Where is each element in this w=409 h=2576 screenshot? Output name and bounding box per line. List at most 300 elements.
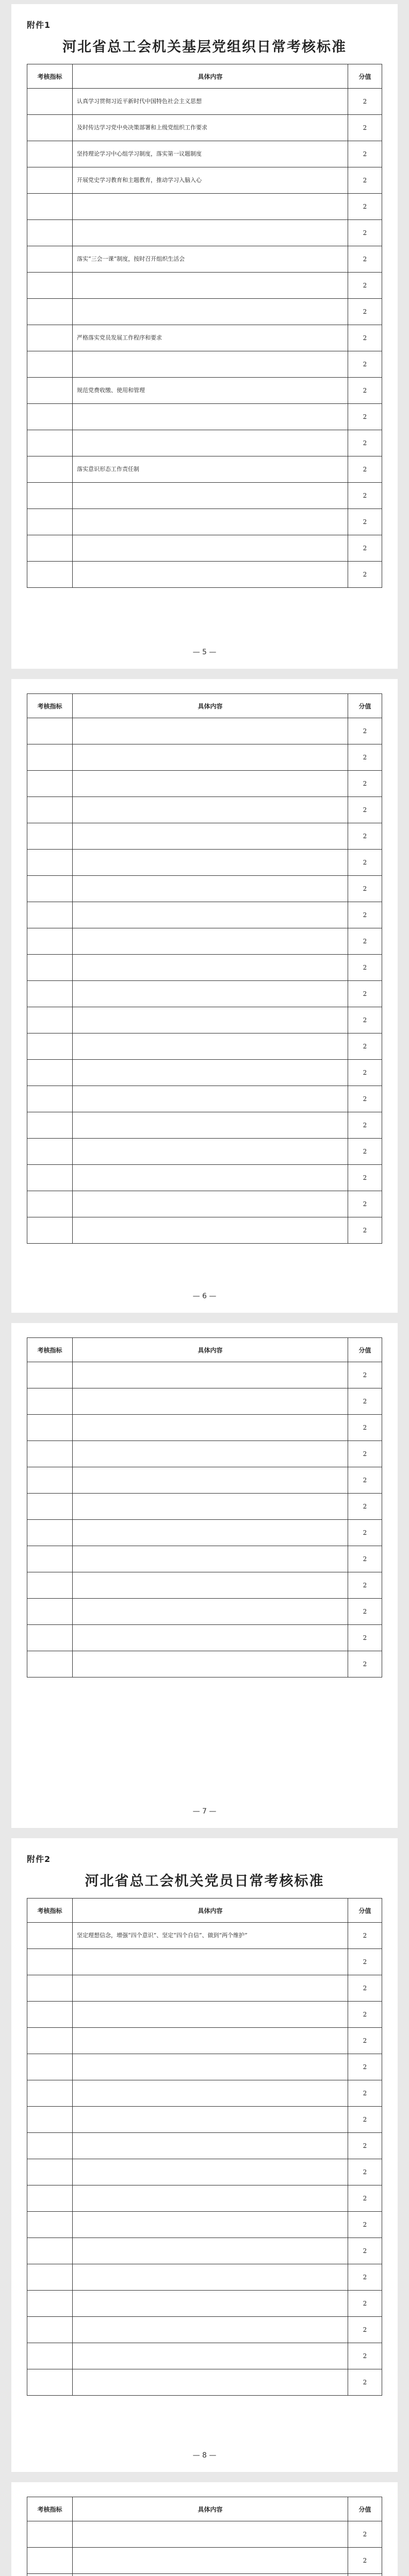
table-row bbox=[27, 1362, 382, 1388]
cell-standard bbox=[27, 115, 73, 141]
table-row bbox=[27, 1060, 382, 1086]
cell-standard bbox=[27, 2343, 73, 2369]
cell-standard bbox=[27, 744, 73, 771]
cell-standard bbox=[27, 194, 73, 220]
cell-score: 2 bbox=[348, 483, 382, 509]
cell-content bbox=[73, 1112, 348, 1139]
cell-score: 2 bbox=[348, 1923, 382, 1949]
table-row bbox=[27, 2185, 382, 2212]
cell-standard bbox=[27, 1494, 73, 1520]
cell-content bbox=[73, 771, 348, 797]
cell-content bbox=[73, 404, 348, 430]
cell-content bbox=[73, 2521, 348, 2548]
cell-content: 规范党费收缴、使用和管理 bbox=[73, 378, 348, 404]
cell-content: 坚定理想信念，增强“四个意识”、坚定“四个自信”、做到“两个维护” bbox=[73, 1923, 348, 1949]
cell-standard bbox=[27, 2159, 73, 2185]
cell-content bbox=[73, 1060, 348, 1086]
table-row bbox=[27, 2343, 382, 2369]
cell-standard bbox=[27, 483, 73, 509]
table-row bbox=[27, 325, 382, 351]
cell-score: 2 bbox=[348, 299, 382, 325]
cell-content bbox=[73, 535, 348, 562]
cell-score: 2 bbox=[348, 2107, 382, 2133]
cell-standard bbox=[27, 2212, 73, 2238]
cell-score: 2 bbox=[348, 1007, 382, 1033]
cell-content bbox=[73, 1599, 348, 1625]
cell-score: 2 bbox=[348, 2212, 382, 2238]
table-row bbox=[27, 2212, 382, 2238]
cell-content bbox=[73, 562, 348, 588]
table-row bbox=[27, 2133, 382, 2159]
cell-score: 2 bbox=[348, 220, 382, 246]
cell-score: 2 bbox=[348, 1415, 382, 1441]
table-row bbox=[27, 194, 382, 220]
cell-content bbox=[73, 2028, 348, 2054]
page-number: — 8 — bbox=[192, 2451, 217, 2460]
table-row bbox=[27, 2238, 382, 2264]
cell-content bbox=[73, 351, 348, 378]
table-header-row bbox=[27, 694, 382, 718]
cell-score: 2 bbox=[348, 2521, 382, 2548]
assessment-table bbox=[27, 693, 382, 1244]
cell-content bbox=[73, 2054, 348, 2080]
document-page bbox=[11, 679, 398, 1313]
cell-score: 2 bbox=[348, 955, 382, 981]
cell-score: 2 bbox=[348, 1362, 382, 1388]
table-row bbox=[27, 1191, 382, 1217]
cell-standard bbox=[27, 1086, 73, 1112]
cell-standard bbox=[27, 2238, 73, 2264]
cell-content bbox=[73, 2107, 348, 2133]
cell-content bbox=[73, 1572, 348, 1599]
cell-score: 2 bbox=[348, 850, 382, 876]
table-row bbox=[27, 2369, 382, 2396]
cell-content bbox=[73, 273, 348, 299]
cell-score: 2 bbox=[348, 1975, 382, 2002]
cell-content bbox=[73, 1165, 348, 1191]
table-row bbox=[27, 141, 382, 167]
table-row bbox=[27, 299, 382, 325]
cell-score: 2 bbox=[348, 246, 382, 273]
table-row bbox=[27, 1975, 382, 2002]
cell-standard bbox=[27, 299, 73, 325]
cell-content bbox=[73, 1007, 348, 1033]
cell-score: 2 bbox=[348, 2317, 382, 2343]
cell-score: 2 bbox=[348, 771, 382, 797]
page-number: — 7 — bbox=[192, 1807, 217, 1816]
cell-score: 2 bbox=[348, 404, 382, 430]
cell-score: 2 bbox=[348, 2548, 382, 2574]
table-row bbox=[27, 483, 382, 509]
cell-standard bbox=[27, 981, 73, 1007]
table-row bbox=[27, 850, 382, 876]
header-score: 分值 bbox=[348, 2497, 382, 2521]
cell-content bbox=[73, 1415, 348, 1441]
cell-score: 2 bbox=[348, 2133, 382, 2159]
page-number: — 6 — bbox=[192, 1292, 217, 1300]
header-standard: 考核指标 bbox=[27, 1899, 73, 1923]
cell-content bbox=[73, 1362, 348, 1388]
cell-standard bbox=[27, 1165, 73, 1191]
cell-standard bbox=[27, 1572, 73, 1599]
cell-score: 2 bbox=[348, 1651, 382, 1677]
table-row bbox=[27, 273, 382, 299]
table-row bbox=[27, 167, 382, 194]
cell-score: 2 bbox=[348, 1494, 382, 1520]
table-row bbox=[27, 378, 382, 404]
cell-score: 2 bbox=[348, 2291, 382, 2317]
cell-score: 2 bbox=[348, 351, 382, 378]
cell-score: 2 bbox=[348, 2080, 382, 2107]
cell-content bbox=[73, 2080, 348, 2107]
cell-content bbox=[73, 876, 348, 902]
cell-standard bbox=[27, 1217, 73, 1244]
table-row bbox=[27, 771, 382, 797]
cell-standard bbox=[27, 1388, 73, 1415]
cell-standard bbox=[27, 823, 73, 850]
table-row bbox=[27, 1007, 382, 1033]
cell-standard bbox=[27, 509, 73, 535]
table-row bbox=[27, 1599, 382, 1625]
table-row bbox=[27, 509, 382, 535]
table-header-row bbox=[27, 1899, 382, 1923]
cell-standard bbox=[27, 2080, 73, 2107]
table-row bbox=[27, 2107, 382, 2133]
cell-standard bbox=[27, 1546, 73, 1572]
cell-standard bbox=[27, 430, 73, 456]
table-header-row bbox=[27, 2497, 382, 2521]
cell-standard bbox=[27, 902, 73, 928]
cell-score: 2 bbox=[348, 2343, 382, 2369]
cell-content bbox=[73, 981, 348, 1007]
document-page bbox=[11, 4, 398, 669]
table-row bbox=[27, 2080, 382, 2107]
document-title: 河北省总工会机关党员日常考核标准 bbox=[85, 1873, 324, 1889]
header-content: 具体内容 bbox=[73, 694, 348, 718]
cell-score: 2 bbox=[348, 562, 382, 588]
cell-score: 2 bbox=[348, 1139, 382, 1165]
cell-score: 2 bbox=[348, 902, 382, 928]
table-row bbox=[27, 1494, 382, 1520]
table-row bbox=[27, 928, 382, 955]
cell-content bbox=[73, 1033, 348, 1060]
cell-content bbox=[73, 1191, 348, 1217]
cell-content: 及时传达学习党中央决策部署和上级党组织工作要求 bbox=[73, 115, 348, 141]
table-row bbox=[27, 2028, 382, 2054]
document-title: 河北省总工会机关基层党组织日常考核标准 bbox=[62, 39, 347, 55]
table-row bbox=[27, 981, 382, 1007]
cell-score: 2 bbox=[348, 1441, 382, 1467]
cell-score: 2 bbox=[348, 2002, 382, 2028]
annex-label: 附件2 bbox=[27, 1854, 51, 1864]
cell-standard bbox=[27, 2317, 73, 2343]
cell-standard bbox=[27, 1441, 73, 1467]
cell-standard bbox=[27, 2133, 73, 2159]
cell-score: 2 bbox=[348, 1191, 382, 1217]
cell-content bbox=[73, 1546, 348, 1572]
table-row bbox=[27, 115, 382, 141]
cell-score: 2 bbox=[348, 1599, 382, 1625]
document-page bbox=[11, 1323, 398, 1828]
cell-content bbox=[73, 2159, 348, 2185]
cell-standard bbox=[27, 2291, 73, 2317]
cell-score: 2 bbox=[348, 1625, 382, 1651]
cell-content bbox=[73, 2574, 348, 2576]
table-row bbox=[27, 1165, 382, 1191]
cell-score: 2 bbox=[348, 2264, 382, 2291]
cell-content bbox=[73, 2002, 348, 2028]
table-row bbox=[27, 2317, 382, 2343]
table-row bbox=[27, 220, 382, 246]
cell-standard bbox=[27, 2107, 73, 2133]
table-row bbox=[27, 876, 382, 902]
cell-content bbox=[73, 928, 348, 955]
table-row bbox=[27, 2291, 382, 2317]
cell-standard bbox=[27, 1625, 73, 1651]
cell-content bbox=[73, 1441, 348, 1467]
cell-standard bbox=[27, 928, 73, 955]
cell-score: 2 bbox=[348, 2159, 382, 2185]
header-content: 具体内容 bbox=[73, 64, 348, 89]
cell-score: 2 bbox=[348, 876, 382, 902]
header-score: 分值 bbox=[348, 64, 382, 89]
cell-content bbox=[73, 1086, 348, 1112]
assessment-table bbox=[27, 1337, 382, 1677]
cell-content: 落实“三会一课”制度，按时召开组织生活会 bbox=[73, 246, 348, 273]
assessment-table bbox=[27, 64, 382, 588]
cell-content bbox=[73, 1975, 348, 2002]
cell-standard bbox=[27, 850, 73, 876]
cell-standard bbox=[27, 797, 73, 823]
cell-standard bbox=[27, 1060, 73, 1086]
cell-content bbox=[73, 2185, 348, 2212]
cell-content bbox=[73, 194, 348, 220]
cell-content bbox=[73, 1494, 348, 1520]
cell-content bbox=[73, 1625, 348, 1651]
header-content: 具体内容 bbox=[73, 2497, 348, 2521]
cell-standard bbox=[27, 456, 73, 483]
cell-content bbox=[73, 299, 348, 325]
cell-standard bbox=[27, 1651, 73, 1677]
table-row bbox=[27, 902, 382, 928]
assessment-table bbox=[27, 1898, 382, 2396]
cell-content bbox=[73, 2548, 348, 2574]
table-row bbox=[27, 89, 382, 115]
header-standard: 考核指标 bbox=[27, 694, 73, 718]
cell-content bbox=[73, 1217, 348, 1244]
table-row bbox=[27, 404, 382, 430]
cell-content bbox=[73, 1520, 348, 1546]
cell-standard bbox=[27, 2548, 73, 2574]
cell-standard bbox=[27, 2002, 73, 2028]
cell-content bbox=[73, 2264, 348, 2291]
cell-standard bbox=[27, 2264, 73, 2291]
cell-standard bbox=[27, 1520, 73, 1546]
cell-content bbox=[73, 1388, 348, 1415]
cell-content bbox=[73, 823, 348, 850]
cell-standard bbox=[27, 535, 73, 562]
header-standard: 考核指标 bbox=[27, 64, 73, 89]
cell-content bbox=[73, 797, 348, 823]
cell-score: 2 bbox=[348, 2054, 382, 2080]
cell-score: 2 bbox=[348, 378, 382, 404]
header-standard: 考核指标 bbox=[27, 2497, 73, 2521]
cell-content bbox=[73, 2133, 348, 2159]
cell-score: 2 bbox=[348, 141, 382, 167]
cell-content bbox=[73, 955, 348, 981]
cell-standard bbox=[27, 2574, 73, 2576]
cell-content bbox=[73, 1139, 348, 1165]
cell-standard bbox=[27, 1112, 73, 1139]
table-row bbox=[27, 535, 382, 562]
cell-score: 2 bbox=[348, 1546, 382, 1572]
cell-score: 2 bbox=[348, 718, 382, 744]
table-row bbox=[27, 1388, 382, 1415]
table-row bbox=[27, 246, 382, 273]
table-row bbox=[27, 744, 382, 771]
table-row bbox=[27, 797, 382, 823]
table-row bbox=[27, 2054, 382, 2080]
table-row bbox=[27, 1467, 382, 1494]
cell-content bbox=[73, 1467, 348, 1494]
cell-content: 开展党史学习教育和主题教育，推动学习入脑入心 bbox=[73, 167, 348, 194]
table-row bbox=[27, 2574, 382, 2576]
cell-score: 2 bbox=[348, 115, 382, 141]
cell-score: 2 bbox=[348, 2028, 382, 2054]
cell-standard bbox=[27, 351, 73, 378]
cell-score: 2 bbox=[348, 2369, 382, 2396]
table-header-row bbox=[27, 64, 382, 89]
cell-content bbox=[73, 2343, 348, 2369]
cell-standard bbox=[27, 876, 73, 902]
cell-score: 2 bbox=[348, 1217, 382, 1244]
table-header-row bbox=[27, 1338, 382, 1362]
cell-content bbox=[73, 902, 348, 928]
header-content: 具体内容 bbox=[73, 1338, 348, 1362]
cell-content: 落实意识形态工作责任制 bbox=[73, 456, 348, 483]
header-score: 分值 bbox=[348, 694, 382, 718]
cell-content bbox=[73, 483, 348, 509]
table-row bbox=[27, 823, 382, 850]
table-row bbox=[27, 1923, 382, 1949]
cell-score: 2 bbox=[348, 325, 382, 351]
cell-content: 坚持理论学习中心组学习制度，落实第一议题制度 bbox=[73, 141, 348, 167]
cell-score bbox=[348, 2574, 382, 2576]
cell-content bbox=[73, 1949, 348, 1975]
cell-score: 2 bbox=[348, 273, 382, 299]
cell-standard bbox=[27, 246, 73, 273]
cell-standard bbox=[27, 1139, 73, 1165]
cell-content bbox=[73, 1651, 348, 1677]
cell-score: 2 bbox=[348, 1949, 382, 1975]
cell-standard bbox=[27, 1599, 73, 1625]
cell-standard bbox=[27, 1467, 73, 1494]
cell-score: 2 bbox=[348, 928, 382, 955]
table-row bbox=[27, 1112, 382, 1139]
table-row bbox=[27, 1217, 382, 1244]
cell-standard bbox=[27, 1007, 73, 1033]
cell-standard bbox=[27, 273, 73, 299]
cell-standard bbox=[27, 325, 73, 351]
cell-score: 2 bbox=[348, 2185, 382, 2212]
cell-score: 2 bbox=[348, 1112, 382, 1139]
cell-standard bbox=[27, 89, 73, 115]
cell-content bbox=[73, 2369, 348, 2396]
cell-score: 2 bbox=[348, 981, 382, 1007]
table-row bbox=[27, 1949, 382, 1975]
cell-score: 2 bbox=[348, 535, 382, 562]
table-row bbox=[27, 2002, 382, 2028]
cell-score: 2 bbox=[348, 1086, 382, 1112]
document-page bbox=[11, 2482, 398, 2576]
annex-label: 附件1 bbox=[27, 20, 51, 30]
cell-standard bbox=[27, 404, 73, 430]
cell-content bbox=[73, 744, 348, 771]
table-row bbox=[27, 1086, 382, 1112]
page-number: — 5 — bbox=[192, 648, 217, 656]
cell-score: 2 bbox=[348, 194, 382, 220]
cell-score: 2 bbox=[348, 1033, 382, 1060]
table-row bbox=[27, 955, 382, 981]
table-row bbox=[27, 1441, 382, 1467]
header-score: 分值 bbox=[348, 1338, 382, 1362]
cell-standard bbox=[27, 378, 73, 404]
cell-score: 2 bbox=[348, 89, 382, 115]
document-page bbox=[11, 1838, 398, 2472]
table-row bbox=[27, 1572, 382, 1599]
table-row bbox=[27, 1520, 382, 1546]
cell-score: 2 bbox=[348, 1388, 382, 1415]
cell-standard bbox=[27, 955, 73, 981]
table-row bbox=[27, 1415, 382, 1441]
cell-standard bbox=[27, 2028, 73, 2054]
cell-score: 2 bbox=[348, 1467, 382, 1494]
cell-score: 2 bbox=[348, 430, 382, 456]
table-row bbox=[27, 2548, 382, 2574]
cell-standard bbox=[27, 220, 73, 246]
table-row bbox=[27, 2159, 382, 2185]
cell-content: 认真学习贯彻习近平新时代中国特色社会主义思想 bbox=[73, 89, 348, 115]
cell-score: 2 bbox=[348, 1572, 382, 1599]
table-row bbox=[27, 562, 382, 588]
cell-standard bbox=[27, 1191, 73, 1217]
cell-standard bbox=[27, 1949, 73, 1975]
cell-score: 2 bbox=[348, 823, 382, 850]
cell-standard bbox=[27, 718, 73, 744]
assessment-table bbox=[27, 2497, 382, 2576]
header-content: 具体内容 bbox=[73, 1899, 348, 1923]
table-row bbox=[27, 2264, 382, 2291]
cell-score: 2 bbox=[348, 1165, 382, 1191]
cell-score: 2 bbox=[348, 1060, 382, 1086]
cell-score: 2 bbox=[348, 797, 382, 823]
cell-content bbox=[73, 2238, 348, 2264]
cell-content bbox=[73, 2291, 348, 2317]
table-row bbox=[27, 2521, 382, 2548]
cell-standard bbox=[27, 1415, 73, 1441]
cell-score: 2 bbox=[348, 744, 382, 771]
cell-score: 2 bbox=[348, 1520, 382, 1546]
cell-standard bbox=[27, 167, 73, 194]
table-row bbox=[27, 351, 382, 378]
cell-standard bbox=[27, 2369, 73, 2396]
header-score: 分值 bbox=[348, 1899, 382, 1923]
table-row bbox=[27, 1139, 382, 1165]
cell-standard bbox=[27, 1923, 73, 1949]
cell-standard bbox=[27, 1362, 73, 1388]
table-row bbox=[27, 1033, 382, 1060]
cell-content bbox=[73, 509, 348, 535]
